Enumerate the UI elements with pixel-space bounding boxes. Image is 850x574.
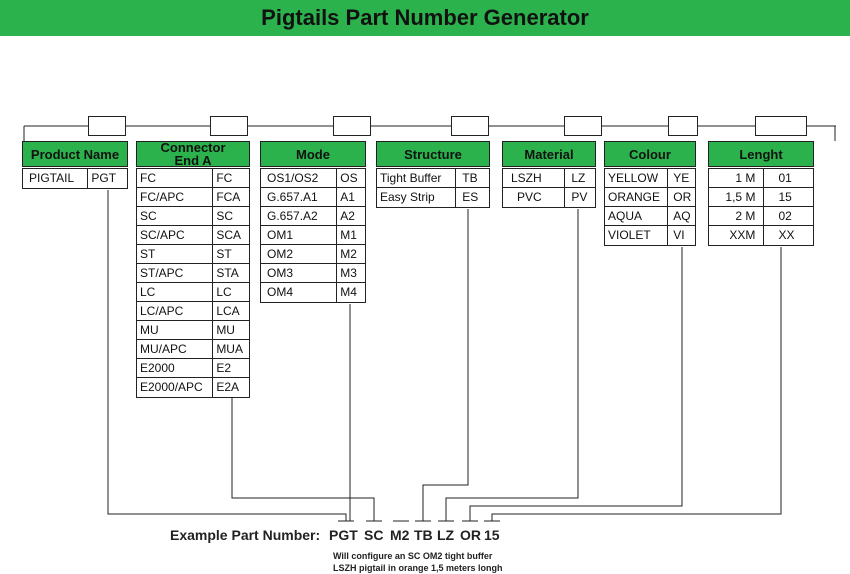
option-code: 01 [763,169,813,187]
table-row [23,169,127,188]
option-code: 02 [763,207,813,225]
connector-header [136,141,250,167]
length-table [708,168,814,246]
option-code: SC [212,207,249,225]
table-row [709,169,813,188]
option-code: M1 [336,226,365,244]
option-name: 2 M [735,209,756,223]
table-row [137,340,249,359]
option-code: OR [667,188,695,206]
table-row [261,169,365,188]
table-row [709,188,813,207]
connector-header-line2: End A [174,153,212,168]
option-name: VIOLET [608,228,651,242]
option-name: YELLOW [608,171,659,185]
table-row [261,264,365,283]
option-name: OM3 [267,266,294,280]
table-row [137,283,249,302]
wire-material [446,209,578,521]
option-name: MU [140,323,159,337]
connector-table [136,168,250,398]
option-name: OM4 [267,285,294,299]
slot-material [564,116,602,136]
option-name: Easy Strip [380,190,435,204]
wire-colour [470,247,682,521]
option-name: FC/APC [140,190,185,204]
option-name: LSZH [511,171,542,185]
option-name: MU/APC [140,342,187,356]
option-code: A2 [336,207,365,225]
example-code-product: PGT [329,527,358,543]
option-name: E2000 [140,361,175,375]
example-note-line2: LSZH pigtail in orange 1,5 meters longh [333,563,503,573]
table-row [137,188,249,207]
table-row [137,245,249,264]
option-name: 1,5 M [725,190,756,204]
option-name: OM1 [267,228,294,242]
table-row [137,359,249,378]
option-name: G.657.A2 [267,209,318,223]
option-code: FCA [212,188,249,206]
option-code: LZ [564,169,595,187]
table-row [377,188,489,207]
slot-connector [210,116,248,136]
table-row [709,207,813,226]
option-code: 15 [763,188,813,206]
table-row [137,207,249,226]
option-name: OM2 [267,247,294,261]
option-name: SC [140,209,157,223]
connector-header-line1: Connector [160,140,226,155]
example-code-structure: TB [414,527,433,543]
option-name: FC [140,171,156,185]
mode-header: Mode [260,141,366,167]
option-code: TB [455,169,489,187]
material-header: Material [502,141,596,167]
table-row [137,169,249,188]
length-header: Lenght [708,141,814,167]
option-code: MUA [212,340,249,358]
option-name: LC/APC [140,304,184,318]
slot-mode [333,116,371,136]
wire-length [492,247,781,521]
example-note-line1: Will configure an SC OM2 tight buffer [333,551,493,561]
option-code: M3 [336,264,365,282]
table-row [503,188,595,207]
table-row [709,226,813,245]
option-name: PVC [517,190,542,204]
structure-table [376,168,490,208]
option-code: LCA [212,302,249,320]
table-row [377,169,489,188]
wire-connector [232,395,374,521]
slot-length [755,116,807,136]
example-code-connector: SC [364,527,384,543]
table-row [261,207,365,226]
option-code: SCA [212,226,249,244]
option-name: ORANGE [608,190,661,204]
option-code: E2A [212,378,249,397]
option-name: PIGTAIL [29,171,75,185]
table-row [605,188,695,207]
option-code: ST [212,245,249,263]
table-row [137,321,249,340]
option-code: LC [212,283,249,301]
material-table [502,168,596,208]
option-name: G.657.A1 [267,190,318,204]
example-code-colour: OR [460,527,481,543]
option-code: OS [336,169,365,187]
option-name: E2000/APC [140,380,203,394]
table-row [261,245,365,264]
table-row [137,264,249,283]
option-code: A1 [336,188,365,206]
table-row [261,188,365,207]
table-row [605,207,695,226]
option-code: XX [763,226,813,245]
table-row [261,283,365,302]
structure-header: Structure [376,141,490,167]
option-code: M2 [336,245,365,263]
option-code: YE [667,169,695,187]
table-row [605,169,695,188]
option-code: E2 [212,359,249,377]
slot-product [88,116,126,136]
option-name: Tight Buffer [380,171,442,185]
table-row [137,302,249,321]
option-code: AQ [667,207,695,225]
option-name: ST/APC [140,266,184,280]
example-code-mode: M2 [390,527,410,543]
option-name: 1 M [735,171,756,185]
option-code: PGT [87,169,127,188]
option-name: XXM [729,228,756,242]
example-code-length: 15 [484,527,500,543]
option-name: SC/APC [140,228,185,242]
option-name: LC [140,285,156,299]
page-title: Pigtails Part Number Generator [261,5,589,30]
slot-structure [451,116,489,136]
wire-structure [423,209,468,521]
option-code: PV [564,188,595,207]
example-label: Example Part Number: [170,527,321,543]
table-row [503,169,595,188]
colour-table [604,168,696,246]
option-code: M4 [336,283,365,302]
option-name: AQUA [608,209,643,223]
example-code-material: LZ [437,527,455,543]
slot-colour [668,116,698,136]
option-code: STA [212,264,249,282]
table-row [261,226,365,245]
option-code: FC [212,169,249,187]
mode-table [260,168,366,303]
option-name: ST [140,247,156,261]
product-table [22,168,128,189]
option-code: ES [455,188,489,207]
table-row [605,226,695,245]
option-code: VI [667,226,695,245]
option-name: OS1/OS2 [267,171,319,185]
table-row [137,378,249,397]
table-row [137,226,249,245]
option-code: MU [212,321,249,339]
colour-header: Colour [604,141,696,167]
product-header: Product Name [22,141,128,167]
